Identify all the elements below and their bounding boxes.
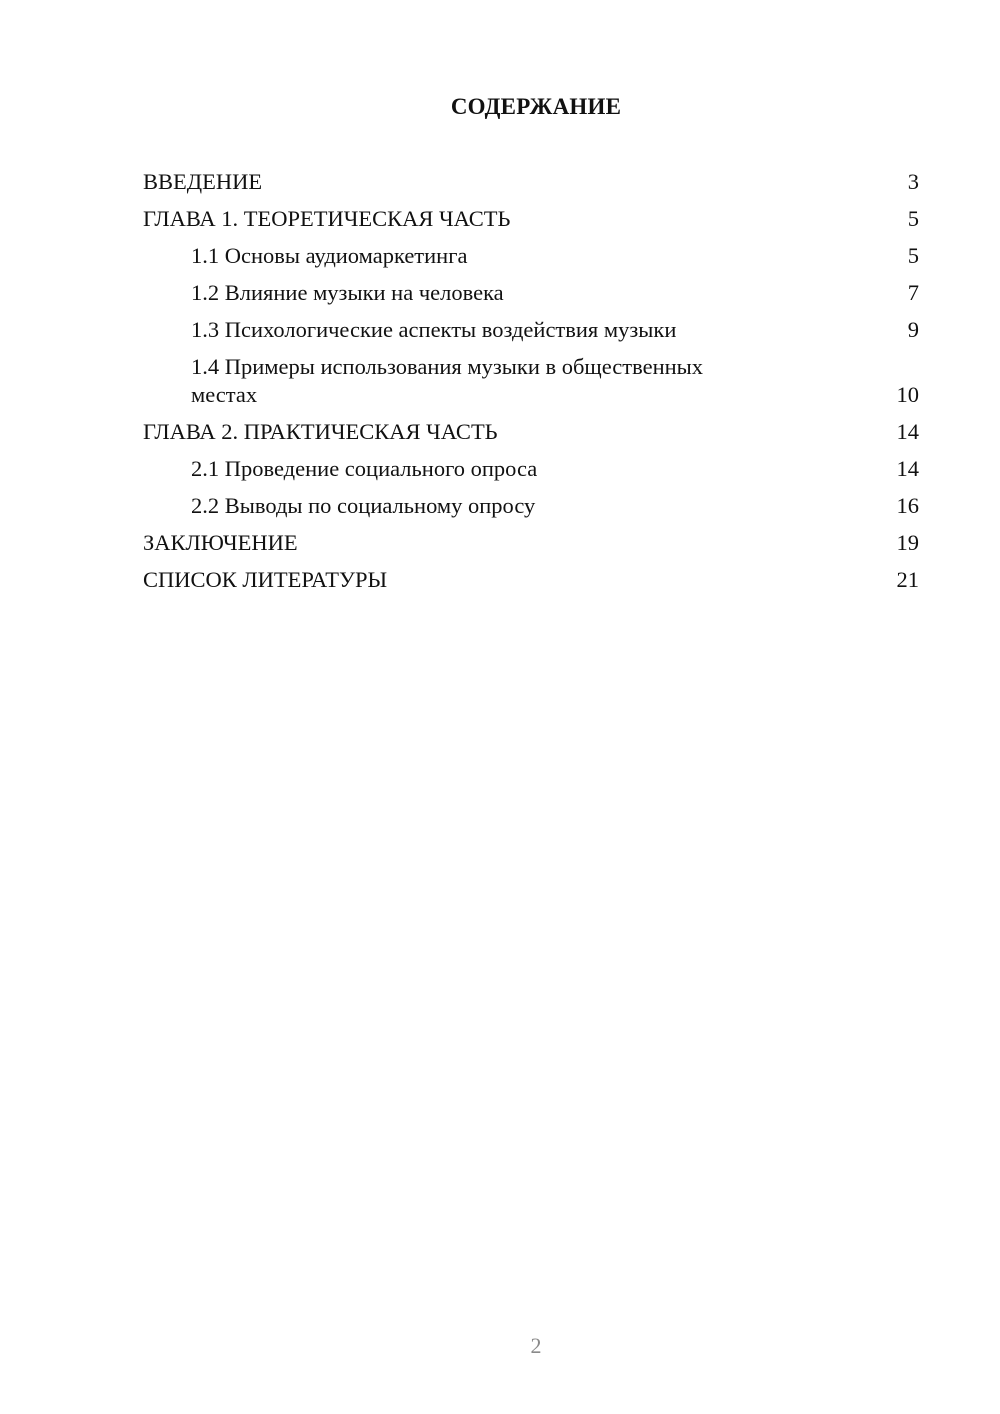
toc-entry-section-1-3[interactable] <box>143 316 919 344</box>
toc-entry-label: ГЛАВА 1. ТЕОРЕТИЧЕСКАЯ ЧАСТЬ <box>143 206 511 231</box>
table-of-contents <box>143 168 919 603</box>
page-number: 2 <box>530 1333 542 1358</box>
toc-entry-section-1-2[interactable] <box>143 279 919 307</box>
toc-entry-label: СПИСОК ЛИТЕРАТУРЫ <box>143 567 388 592</box>
toc-entry-section-2-1[interactable] <box>143 455 919 483</box>
toc-entry-section-1-4[interactable] <box>143 353 919 409</box>
toc-entry-label: 1.1 Основы аудиомаркетинга <box>191 243 468 268</box>
toc-entry-page: 9 <box>907 317 919 342</box>
toc-entry-page: 21 <box>896 567 919 592</box>
toc-entry-conclusion[interactable] <box>143 529 919 557</box>
toc-title: СОДЕРЖАНИЕ <box>450 94 622 119</box>
toc-entry-page: 3 <box>907 169 919 194</box>
toc-entry-page: 5 <box>907 206 919 231</box>
toc-entry-introduction[interactable] <box>143 168 919 196</box>
toc-entry-section-2-2[interactable] <box>143 492 919 520</box>
toc-entry-page: 19 <box>896 530 919 555</box>
toc-entry-label: 2.2 Выводы по социальному опросу <box>191 493 536 518</box>
toc-entry-section-1-1[interactable] <box>143 242 919 270</box>
toc-entry-page: 14 <box>896 456 919 481</box>
toc-entry-chapter-1[interactable] <box>143 205 919 233</box>
toc-entry-label: ЗАКЛЮЧЕНИЕ <box>143 530 298 555</box>
toc-entry-page: 16 <box>896 493 919 518</box>
toc-entry-label: ГЛАВА 2. ПРАКТИЧЕСКАЯ ЧАСТЬ <box>143 419 498 444</box>
toc-entry-page: 7 <box>907 280 919 305</box>
toc-entry-references[interactable] <box>143 566 919 594</box>
toc-entry-page: 14 <box>896 419 919 444</box>
toc-entry-label: 1.3 Психологические аспекты воздействия музыки <box>191 317 677 342</box>
toc-entry-label: 2.1 Проведение социального опроса <box>191 456 538 481</box>
toc-entry-chapter-2[interactable] <box>143 418 919 446</box>
toc-entry-page: 10 <box>896 382 919 407</box>
toc-entry-label: 1.2 Влияние музыки на человека <box>191 280 504 305</box>
toc-entry-label: ВВЕДЕНИЕ <box>143 169 263 194</box>
toc-entry-page: 5 <box>907 243 919 268</box>
toc-entry-label: 1.4 Примеры использования музыки в общественных местах <box>191 354 704 407</box>
